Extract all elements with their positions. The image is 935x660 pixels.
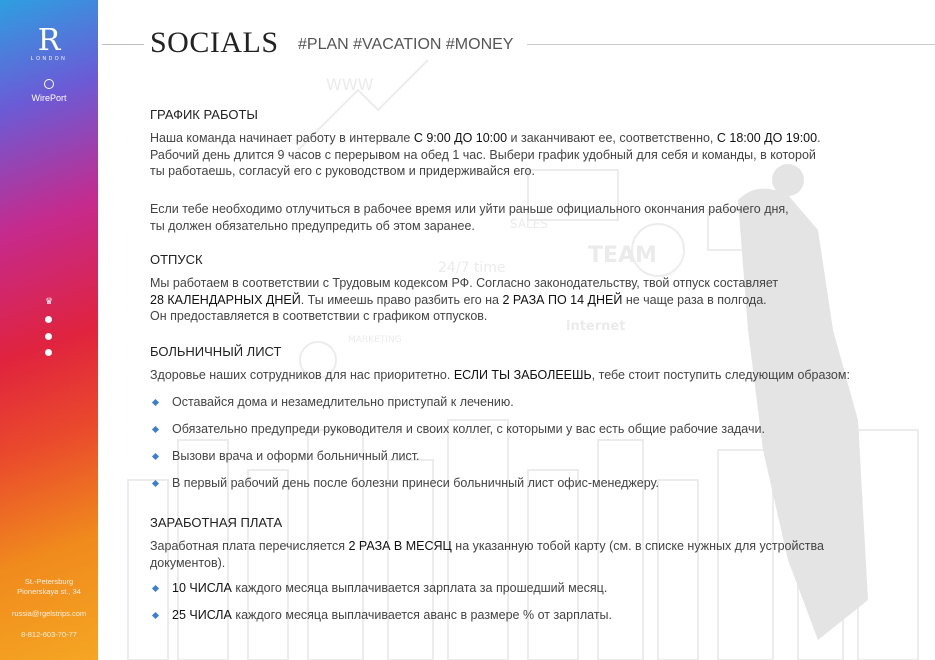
nav-dot-2[interactable] [45, 333, 52, 340]
page-title: SOCIALS [150, 26, 279, 59]
contact-address-2: Pionerskaya st., 34 [17, 587, 81, 596]
crown-icon[interactable]: ♛ [44, 296, 54, 306]
bg-word-marketing: MARKETING [348, 335, 402, 345]
nav-dot-1[interactable] [45, 316, 52, 323]
contact-email[interactable]: russia@rgelstrips.com [11, 609, 87, 618]
schedule-paragraph-1: Наша команда начинает работу в интервале С 9:00 ДО 10:00 и заканчивают ее, соответственно, С 18:00 ДО 19:00. Рабочий день длится 9 часов с перерывом на обед 1 час. Выбери график удобный для себя и команды, в которой ты работаешь, согласуй его с руководством и придерживайся его. [150, 131, 821, 178]
sick-item-3: Вызови врача и оформи больничный лист. [172, 449, 420, 463]
section-title-schedule: ГРАФИК РАБОТЫ [150, 107, 258, 122]
contact-phone[interactable]: 8-812-603-70-77 [21, 630, 77, 639]
header-rule-left [102, 44, 144, 45]
salary-item-1: 10 ЧИСЛА каждого месяца выплачивается зарплата за прошедший месяц. [172, 581, 608, 595]
bg-word-www: WWW [326, 75, 374, 94]
section-title-vacation: ОТПУСК [150, 252, 203, 267]
brand-city: LONDON [30, 56, 68, 62]
bg-word-team: TEAM [588, 243, 657, 268]
sick-item-4: В первый рабочий день после болезни принеси больничный лист офис-менеджеру. [172, 476, 659, 490]
salary-item-2: 25 ЧИСЛА каждого месяца выплачивается аванс в размере % от зарплаты. [172, 608, 612, 622]
partner-name: WirePort [31, 93, 67, 103]
vacation-paragraph: Мы работаем в соответствии с Трудовым кодексом РФ. Согласно законодательству, твой отпуск составляет 28 КАЛЕНДАРНЫХ ДНЕЙ. Ты имеешь право разбить его на 2 РАЗА ПО 14 ДНЕЙ не чаще раза в полгода. Он предоставляется в соответствии с графиком отпусков. [150, 276, 779, 323]
contact-address-1: St.-Petersburg [24, 577, 74, 586]
brand-logo: R [37, 23, 61, 58]
salary-paragraph: Заработная плата перечисляется 2 РАЗА В МЕСЯЦ на указанную тобой карту (см. в списке нужных для устройства документов). [150, 539, 824, 570]
header-rule-right [527, 44, 935, 45]
section-title-sick-leave: БОЛЬНИЧНЫЙ ЛИСТ [150, 344, 282, 359]
bg-word-sales: SALES [510, 217, 548, 231]
bg-word-internet: internet [566, 319, 626, 334]
sick-item-1: Оставайся дома и незамедлительно приступай к лечению. [172, 395, 514, 409]
page-tags: #PLAN #VACATION #MONEY [298, 36, 514, 53]
nav-dot-3[interactable] [45, 349, 52, 356]
sidebar [0, 0, 98, 660]
globe-icon [44, 79, 54, 89]
sick-intro: Здоровье наших сотрудников для нас приоритетно. ЕСЛИ ТЫ ЗАБОЛЕЕШЬ, тебе стоит поступить следующим образом: [150, 368, 850, 382]
sick-item-2: Обязательно предупреди руководителя и своих коллег, с которыми у вас есть общие рабочие задачи. [172, 422, 765, 436]
section-title-salary: ЗАРАБОТНАЯ ПЛАТА [150, 515, 283, 530]
bg-word-time: 24/7 time [438, 260, 506, 276]
schedule-paragraph-2: Если тебе необходимо отлучиться в рабочее время или уйти раньше официального окончания рабочего дня, ты должен обязательно предупредить об этом заранее. [150, 202, 789, 233]
